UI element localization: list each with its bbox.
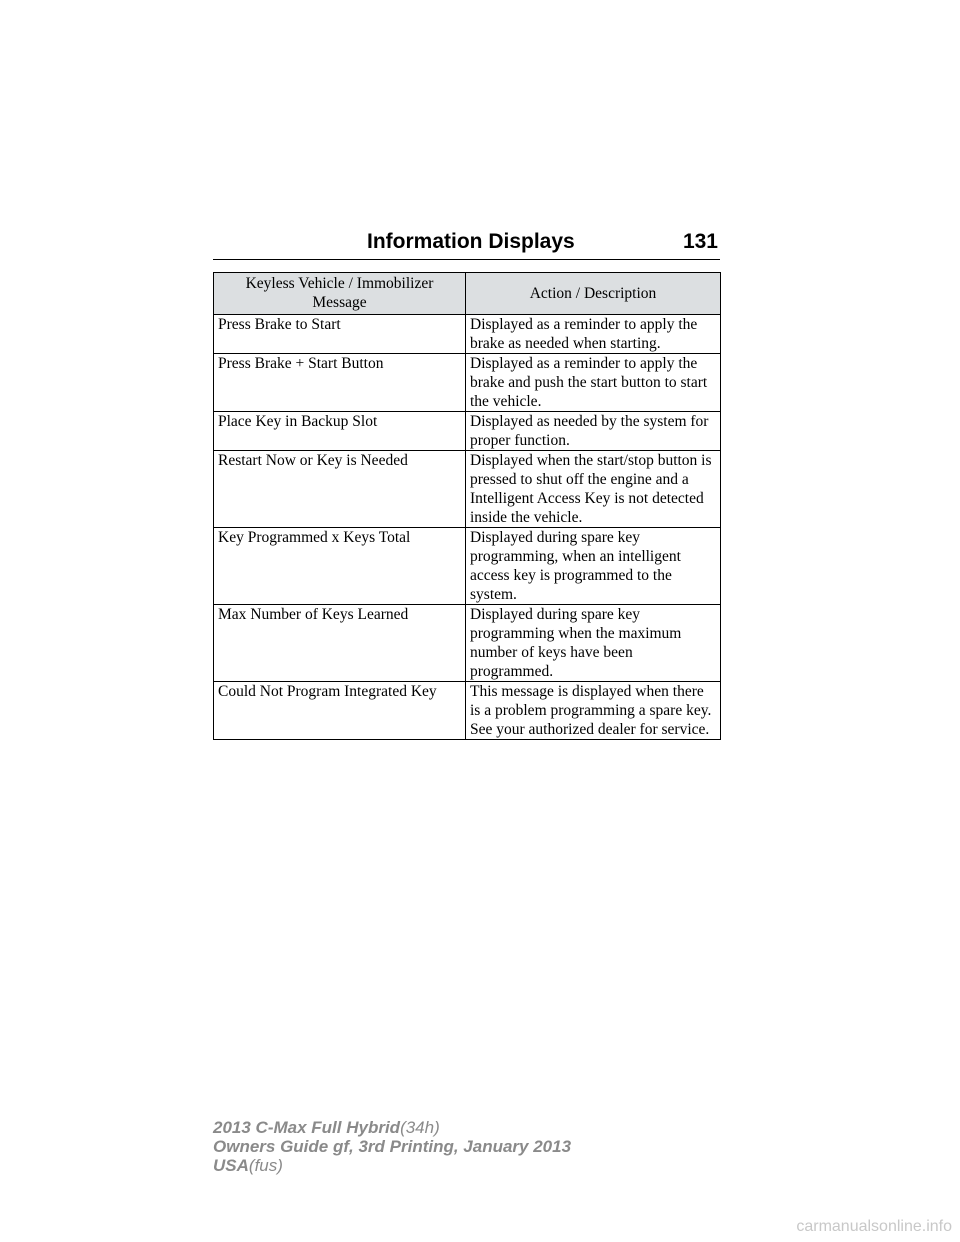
- description-cell: Displayed as a reminder to apply the brake as needed when starting.: [466, 315, 721, 354]
- keyless-messages-table: [213, 272, 721, 740]
- description-cell: Displayed during spare key programming when the maximum number of keys have been programmed.: [466, 605, 721, 682]
- message-cell: Place Key in Backup Slot: [214, 412, 466, 451]
- message-cell: Press Brake + Start Button: [214, 354, 466, 412]
- footer-market: USA: [213, 1156, 249, 1175]
- document-footer: [213, 1118, 571, 1175]
- page-header: [213, 228, 720, 260]
- footer-model: 2013 C-Max Full Hybrid: [213, 1118, 401, 1137]
- table-row: [214, 412, 721, 451]
- description-cell: Displayed during spare key programming, when an intelligent access key is programmed to the system.: [466, 528, 721, 605]
- footer-line-market: [213, 1156, 571, 1175]
- section-title: Information Displays: [367, 230, 575, 253]
- table-header-row: [214, 273, 721, 315]
- footer-line-model: [213, 1118, 571, 1137]
- footer-edition: Owners Guide gf, 3rd Printing, January 2013: [213, 1137, 572, 1156]
- footer-model-code: (34h): [400, 1118, 440, 1137]
- column-header-description: Action / Description: [466, 273, 721, 315]
- footer-market-code: (fus): [248, 1156, 283, 1175]
- table-row: [214, 354, 721, 412]
- message-cell: Max Number of Keys Learned: [214, 605, 466, 682]
- table-row: [214, 605, 721, 682]
- description-cell: Displayed when the start/stop button is pressed to shut off the engine and a Intelligent Access Key is not detected inside the vehicle.: [466, 451, 721, 528]
- table-row: [214, 682, 721, 740]
- description-cell: Displayed as a reminder to apply the brake and push the start button to start the vehicle.: [466, 354, 721, 412]
- table-row: [214, 528, 721, 605]
- message-cell: Key Programmed x Keys Total: [214, 528, 466, 605]
- watermark-link[interactable]: carmanualsonline.info: [796, 1218, 952, 1235]
- message-cell: Restart Now or Key is Needed: [214, 451, 466, 528]
- page-number: 131: [682, 230, 718, 253]
- description-cell: Displayed as needed by the system for proper function.: [466, 412, 721, 451]
- table-row: [214, 315, 721, 354]
- message-cell: Press Brake to Start: [214, 315, 466, 354]
- column-header-message: Keyless Vehicle / Immobilizer Message: [214, 273, 466, 315]
- description-cell: This message is displayed when there is a problem programming a spare key. See your authorized dealer for service.: [466, 682, 721, 740]
- table-row: [214, 451, 721, 528]
- message-cell: Could Not Program Integrated Key: [214, 682, 466, 740]
